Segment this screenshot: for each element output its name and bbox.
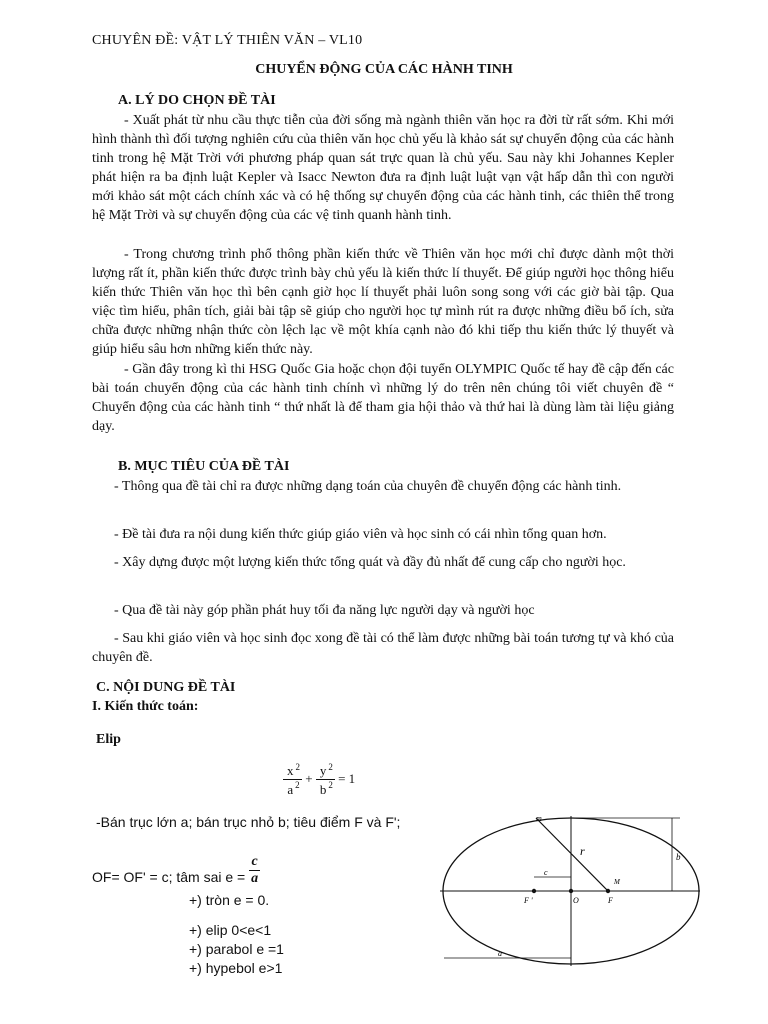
ellipse-diagram — [440, 810, 700, 970]
label-r: r — [580, 844, 585, 858]
document-header: CHUYÊN ĐỀ: VẬT LÝ THIÊN VĂN – VL10 — [92, 33, 363, 48]
case-parabola: +) parabol e =1 — [189, 941, 284, 957]
section-a-paragraph-2: - Trong chương trình phổ thông phần kiến thức về Thiên văn học mới chỉ được dành một thời lượng rất ít, phần kiến thức được trình bày chủ yếu là kiến thức lí thuyết. Để giúp người học thông hiểu kiến thức Thiên văn học thì bên cạnh giờ học lí thuyết phải luôn song song với các giờ bài tập. Qua việc tìm hiểu, phân tích, giải bài tập sẽ giúp cho người học tự mình rút ra được những điều bổ ích, sửa chữa được những nhận thức còn lệch lạc về một khía cạnh nào đó khi tiếp thu kiến thức lý thuyết và giúp hiểu sâu hơn những kiến thức này. — [92, 247, 674, 357]
axes-description: -Bán trục lớn a; bán trục nhỏ b; tiêu điểm F và F'; — [96, 814, 401, 830]
label-b: b — [676, 852, 681, 862]
section-b-item-4: - Qua đề tài này góp phần phát huy tối đa năng lực người dạy và người học — [114, 603, 535, 618]
section-c-sub1: I. Kiến thức toán: — [92, 699, 199, 714]
label-c: c — [544, 868, 548, 877]
case-ellipse: +) elip 0<e<1 — [189, 922, 272, 938]
label-f-prime: F ' — [524, 896, 533, 905]
label-f: F — [608, 896, 613, 905]
center-o-point — [569, 889, 573, 893]
section-b-item-1: - Thông qua đề tài chỉ ra được những dạng toán của chuyên đề chuyển động các hành tinh. — [114, 479, 622, 494]
focus-f-point — [606, 889, 610, 893]
section-c-heading: C. NỘI DUNG ĐỀ TÀI — [96, 680, 236, 695]
label-a: a — [498, 949, 502, 958]
radius-line — [536, 818, 608, 891]
section-b-item-3: - Xây dựng được một lượng kiến thức tổng quát và đầy đủ nhất để cung cấp cho người học. — [114, 555, 626, 570]
case-hyperbola: +) hypebol e>1 — [189, 960, 283, 976]
section-a-paragraph-1: - Xuất phát từ nhu cầu thực tiễn của đời sống mà ngành thiên văn học ra đời từ rất sớm. Khi mới hình thành thì đối tượng nghiên cứu của thiên văn học chủ yếu là khảo sát sự chuyển động của các hành tinh trong hệ Mặt Trời với phương pháp quan sát trực quan là chủ yếu. Sau này khi Johannes Kepler phát hiện ra ba định luật Kepler và Isacc Newton đưa ra định luật luật vạn vật hấp dẫn thì con người mới khảo sát một cách chính xác và có hệ thống sự chuyển động của các hành tinh, các thiên thể trong hệ Mặt Trời và sự chuyển động của các vệ tinh quanh hành tinh. — [92, 113, 674, 223]
section-a-paragraph-3: - Gần đây trong kì thi HSG Quốc Gia hoặc chọn đội tuyển OLYMPIC Quốc tế hay đề cập đến các bài toán chuyển động của các hành tinh chính vì những lý do trên nên chúng tôi viết chuyên đề “ Chuyển động của các hành tinh “ thứ nhất là để tham gia hội thảo và thứ hai là dùng làm tài liệu giảng dạy. — [92, 362, 674, 434]
case-circle: +) tròn e = 0. — [189, 892, 270, 908]
eccentricity-line: OF= OF' = c; tâm sai e = $\frac{c}{a}$ — [92, 854, 259, 886]
ellipse-equation: $\frac{x ^2}{a ^2}$ + $\frac{y ^2}{b ^2}$ = 1 — [283, 762, 355, 798]
section-b-heading: B. MỤC TIÊU CỦA ĐỀ TÀI — [118, 459, 290, 474]
section-a-heading: A. LÝ DO CHỌN ĐỀ TÀI — [118, 93, 276, 108]
document-title: CHUYỂN ĐỘNG CỦA CÁC HÀNH TINH — [255, 62, 513, 77]
focus-f-prime-point — [532, 889, 536, 893]
section-b-item-5: - Sau khi giáo viên và học sinh đọc xong đề tài có thể làm được những bài toán tương tự và khó của chuyên đề. — [92, 631, 674, 665]
label-M: M — [614, 878, 620, 886]
section-c-sub2: Elip — [96, 732, 121, 747]
section-b-item-2: - Đề tài đưa ra nội dung kiến thức giúp giáo viên và học sinh có cái nhìn tổng quan hơn. — [114, 527, 607, 542]
label-m: m — [536, 814, 542, 823]
label-o: O — [573, 896, 579, 905]
